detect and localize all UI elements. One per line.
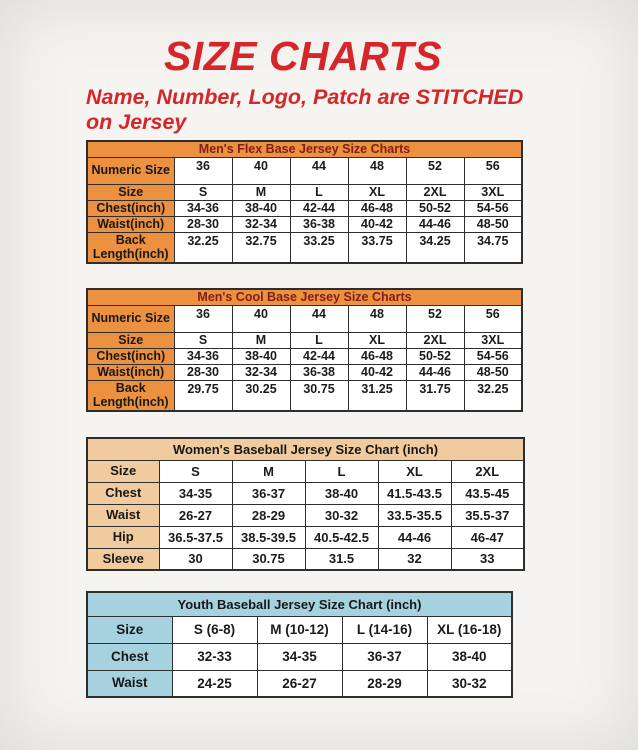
table-row — [87, 216, 522, 232]
row-label: Waist — [87, 504, 159, 526]
table-row — [87, 616, 512, 643]
table-cell: 40 — [232, 305, 290, 332]
table-cell: 34-36 — [174, 200, 232, 216]
table-cell: S (6-8) — [172, 616, 257, 643]
row-label: Back Length(inch) — [87, 380, 174, 411]
table-cell: 31.25 — [348, 380, 406, 411]
table-cell: 32-33 — [172, 643, 257, 670]
row-label: Chest(inch) — [87, 200, 174, 216]
size-table-3 — [86, 591, 513, 698]
table-title-row — [87, 438, 524, 460]
table-cell: XL — [348, 332, 406, 348]
row-label: Numeric Size — [87, 157, 174, 184]
table-cell: 46-48 — [348, 348, 406, 364]
table-cell: S — [159, 460, 232, 482]
table-cell: 38-40 — [305, 482, 378, 504]
table-title: Youth Baseball Jersey Size Chart (inch) — [87, 592, 512, 616]
table-cell: 36-38 — [290, 364, 348, 380]
table-row — [87, 460, 524, 482]
table-title-row — [87, 289, 522, 305]
table-cell: 30-32 — [427, 670, 512, 697]
table-cell: 33 — [451, 548, 524, 570]
table-cell: 48 — [348, 305, 406, 332]
table-cell: 28-29 — [342, 670, 427, 697]
table-row — [87, 364, 522, 380]
row-label: Waist — [87, 670, 172, 697]
table-cell: 41.5-43.5 — [378, 482, 451, 504]
table-cell: 35.5-37 — [451, 504, 524, 526]
table-cell: 44 — [290, 157, 348, 184]
table-cell: 40-42 — [348, 364, 406, 380]
table-cell: 36-37 — [342, 643, 427, 670]
table-cell: 34-35 — [257, 643, 342, 670]
table-cell: L (14-16) — [342, 616, 427, 643]
table-cell: 46-48 — [348, 200, 406, 216]
table-cell: 34.25 — [406, 232, 464, 263]
table-cell: 36-38 — [290, 216, 348, 232]
table-cell: 44 — [290, 305, 348, 332]
table-cell: 32 — [378, 548, 451, 570]
tables-area — [86, 140, 556, 720]
table-cell: 54-56 — [464, 200, 522, 216]
table-cell: 38.5-39.5 — [232, 526, 305, 548]
row-label: Chest — [87, 482, 159, 504]
table-cell: 33.25 — [290, 232, 348, 263]
table-cell: 2XL — [451, 460, 524, 482]
table-cell: 2XL — [406, 332, 464, 348]
row-label: Size — [87, 332, 174, 348]
page-title: SIZE CHARTS — [163, 33, 443, 79]
table-cell: 48-50 — [464, 216, 522, 232]
table-cell: 30.75 — [232, 548, 305, 570]
table-cell: M — [232, 460, 305, 482]
table-cell: 32.75 — [232, 232, 290, 263]
row-label: Back Length(inch) — [87, 232, 174, 263]
table-cell: 28-30 — [174, 216, 232, 232]
table-row — [87, 526, 524, 548]
table-cell: 30.25 — [232, 380, 290, 411]
size-table-2 — [86, 437, 525, 571]
table-row — [87, 157, 522, 184]
table-cell: M (10-12) — [257, 616, 342, 643]
table-cell: L — [305, 460, 378, 482]
table-cell: 24-25 — [172, 670, 257, 697]
table-cell: 33.5-35.5 — [378, 504, 451, 526]
table-cell: 52 — [406, 157, 464, 184]
table-row — [87, 643, 512, 670]
table-cell: 32.25 — [174, 232, 232, 263]
row-label: Waist(inch) — [87, 216, 174, 232]
row-label: Chest(inch) — [87, 348, 174, 364]
table-cell: S — [174, 332, 232, 348]
table-cell: 36 — [174, 157, 232, 184]
table-cell: 38-40 — [232, 348, 290, 364]
row-label: Waist(inch) — [87, 364, 174, 380]
table-title-row — [87, 141, 522, 157]
table-cell: 33.75 — [348, 232, 406, 263]
table-cell: XL — [348, 184, 406, 200]
table-row — [87, 232, 522, 263]
table-cell: S — [174, 184, 232, 200]
table-row — [87, 380, 522, 411]
table-cell: 36.5-37.5 — [159, 526, 232, 548]
table-cell: 28-29 — [232, 504, 305, 526]
page-subtitle-line2: on Jersey — [86, 110, 187, 135]
table-cell: 44-46 — [378, 526, 451, 548]
table-cell: 42-44 — [290, 200, 348, 216]
table-cell: L — [290, 184, 348, 200]
table-cell: 56 — [464, 157, 522, 184]
row-label: Sleeve — [87, 548, 159, 570]
table-cell: 3XL — [464, 184, 522, 200]
table-cell: 30-32 — [305, 504, 378, 526]
table-row — [87, 184, 522, 200]
table-cell: 38-40 — [427, 643, 512, 670]
page-subtitle-line1: Name, Number, Logo, Patch are STITCHED — [86, 85, 524, 109]
table-cell: 32-34 — [232, 216, 290, 232]
size-table-0 — [86, 140, 523, 264]
row-label: Size — [87, 184, 174, 200]
table-cell: 34-35 — [159, 482, 232, 504]
table-cell: 40.5-42.5 — [305, 526, 378, 548]
table-cell: 32.25 — [464, 380, 522, 411]
table-cell: 3XL — [464, 332, 522, 348]
table-row — [87, 548, 524, 570]
table-cell: 34-36 — [174, 348, 232, 364]
table-row — [87, 504, 524, 526]
table-row — [87, 670, 512, 697]
table-title: Men's Cool Base Jersey Size Charts — [87, 289, 522, 305]
table-cell: 26-27 — [257, 670, 342, 697]
table-cell: 38-40 — [232, 200, 290, 216]
table-cell: 31.5 — [305, 548, 378, 570]
table-cell: 40-42 — [348, 216, 406, 232]
table-cell: 48 — [348, 157, 406, 184]
table-cell: 32-34 — [232, 364, 290, 380]
table-cell: 44-46 — [406, 364, 464, 380]
table-row — [87, 305, 522, 332]
row-label: Hip — [87, 526, 159, 548]
table-cell: XL — [378, 460, 451, 482]
table-cell: M — [232, 332, 290, 348]
table-title-row — [87, 592, 512, 616]
table-cell: 40 — [232, 157, 290, 184]
table-cell: 29.75 — [174, 380, 232, 411]
row-label: Chest — [87, 643, 172, 670]
table-cell: 30.75 — [290, 380, 348, 411]
row-label: Numeric Size — [87, 305, 174, 332]
table-cell: 50-52 — [406, 200, 464, 216]
table-cell: 30 — [159, 548, 232, 570]
table-row — [87, 332, 522, 348]
table-cell: L — [290, 332, 348, 348]
table-cell: 54-56 — [464, 348, 522, 364]
row-label: Size — [87, 616, 172, 643]
table-cell: 56 — [464, 305, 522, 332]
table-cell: M — [232, 184, 290, 200]
page-subtitle — [86, 85, 576, 135]
row-label: Size — [87, 460, 159, 482]
size-table-1 — [86, 288, 523, 412]
table-cell: 44-46 — [406, 216, 464, 232]
table-cell: 2XL — [406, 184, 464, 200]
table-cell: 42-44 — [290, 348, 348, 364]
table-cell: 36-37 — [232, 482, 305, 504]
table-title: Men's Flex Base Jersey Size Charts — [87, 141, 522, 157]
table-row — [87, 200, 522, 216]
table-row — [87, 482, 524, 504]
table-cell: 52 — [406, 305, 464, 332]
table-cell: 31.75 — [406, 380, 464, 411]
table-cell: 36 — [174, 305, 232, 332]
table-cell: 34.75 — [464, 232, 522, 263]
table-title: Women's Baseball Jersey Size Chart (inch) — [87, 438, 524, 460]
table-cell: 43.5-45 — [451, 482, 524, 504]
table-cell: 48-50 — [464, 364, 522, 380]
table-row — [87, 348, 522, 364]
table-cell: 26-27 — [159, 504, 232, 526]
table-cell: XL (16-18) — [427, 616, 512, 643]
table-cell: 28-30 — [174, 364, 232, 380]
table-cell: 46-47 — [451, 526, 524, 548]
table-cell: 50-52 — [406, 348, 464, 364]
